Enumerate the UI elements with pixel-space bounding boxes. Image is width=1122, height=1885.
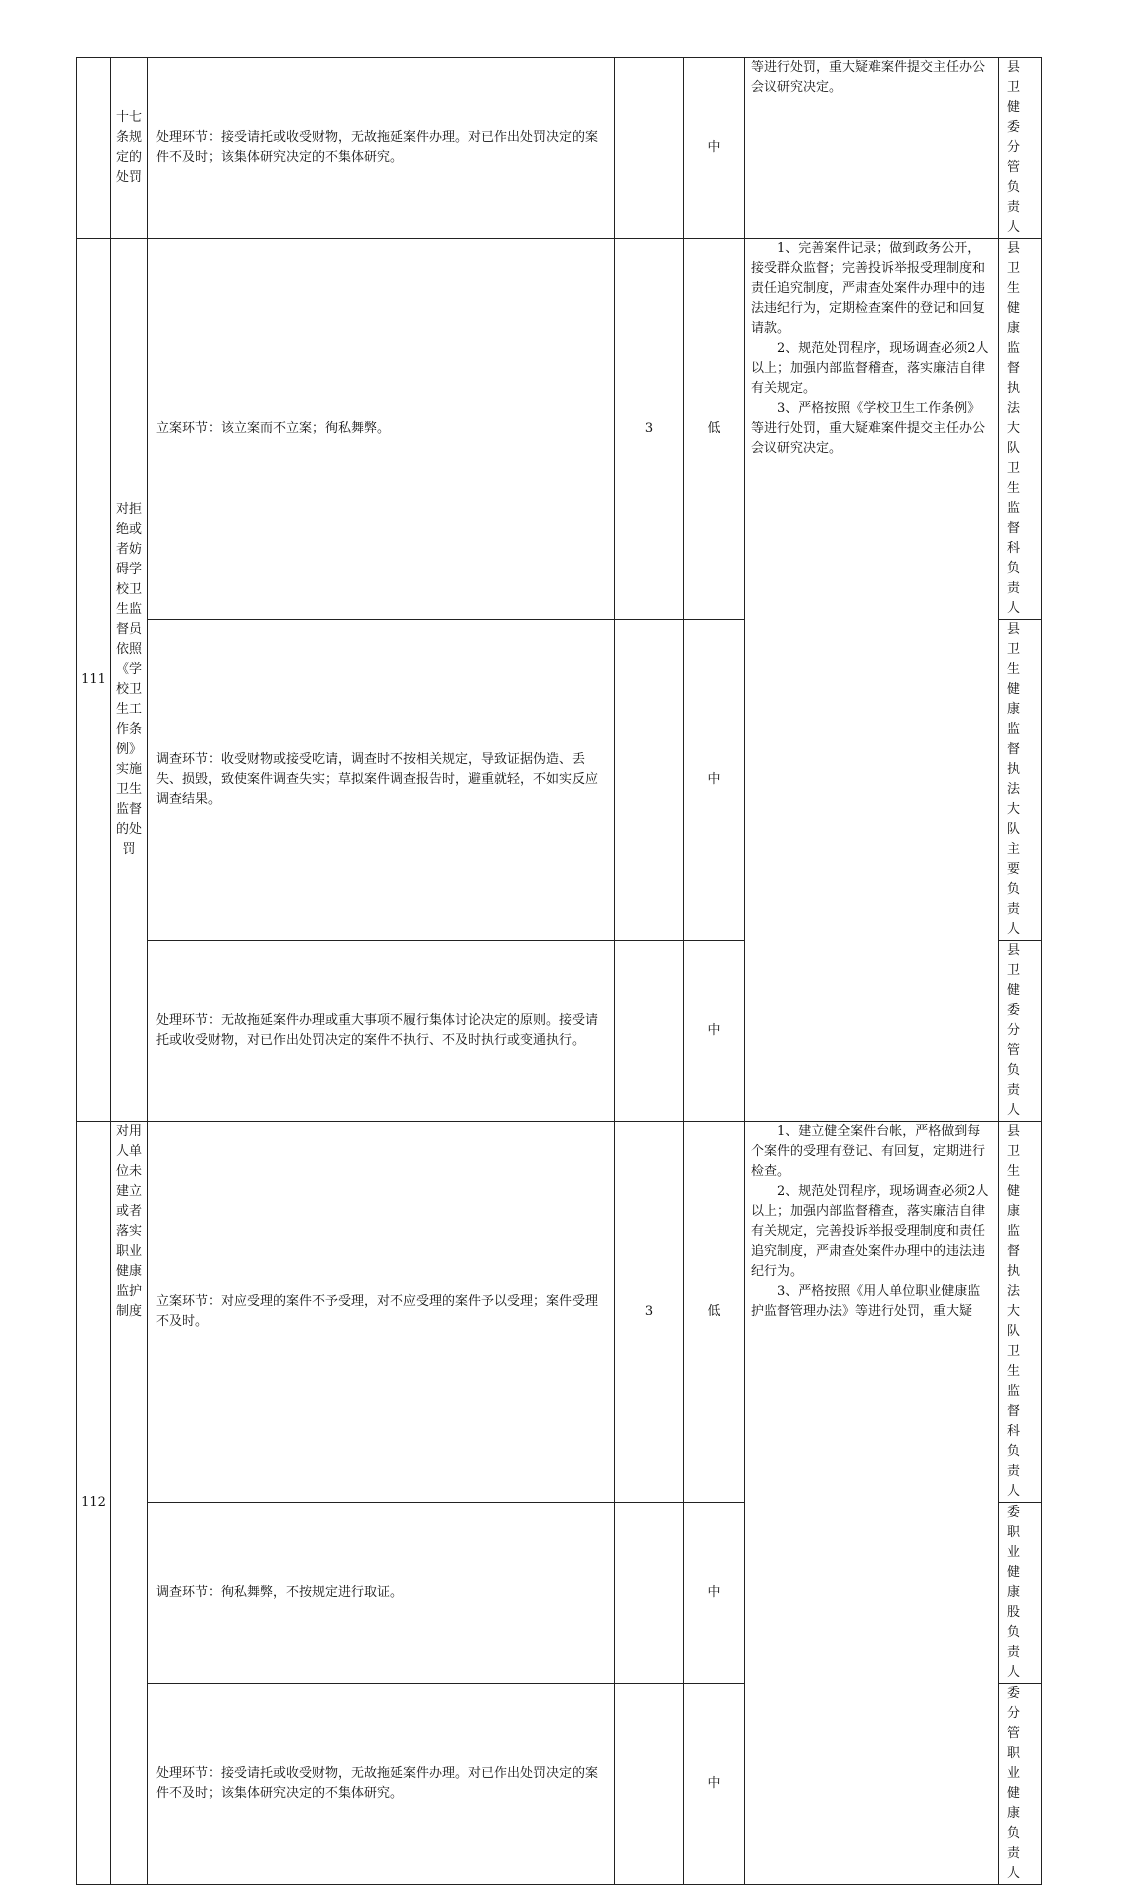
- measure-1: 1、建立健全案件台帐，严格做到每个案件的受理有登记、有回复，定期进行检查。: [751, 1124, 986, 1179]
- responsible-person: 县卫健委分管负责人: [999, 941, 1042, 1122]
- responsible-person: 县卫生健康监督执法大队主要负责人: [999, 620, 1042, 941]
- risk-score: [615, 941, 684, 1122]
- risk-score: 3: [615, 1122, 684, 1503]
- table-row: [77, 239, 1042, 620]
- responsible-person: 委职业健康股负责人: [999, 1503, 1042, 1684]
- risk-description: 调查环节：收受财物或接受吃请，调查时不按相关规定，导致证据伪造、丢失、损毁，致使案件调查失实；草拟案件调查报告时，避重就轻，不如实反应调查结果。: [148, 620, 615, 941]
- risk-description: 调查环节：徇私舞弊，不按规定进行取证。: [148, 1503, 615, 1684]
- risk-description: 处理环节：接受请托或收受财物，无故拖延案件办理。对已作出处罚决定的案件不及时；该集体研究决定的不集体研究。: [148, 1684, 615, 1885]
- table-row: [77, 1122, 1042, 1503]
- prevention-measures: [745, 239, 999, 1122]
- responsible-person: 县卫生健康监督执法大队卫生监督科负责人: [999, 1122, 1042, 1503]
- prevention-measures: [745, 58, 999, 239]
- risk-table: [76, 57, 1042, 1885]
- measure-2: 2、规范处罚程序，现场调查必须2人以上；加强内部监督稽查，落实廉洁自律有关规定，完善投诉举报受理制度和责任追究制度，严肃查处案件办理中的违法违纪行为。: [751, 1184, 989, 1279]
- risk-score: 3: [615, 239, 684, 620]
- risk-level: 低: [684, 1122, 745, 1503]
- risk-level: 中: [684, 941, 745, 1122]
- item-name: 对拒绝或者妨碍学校卫生监督员依照《学校卫生工作条例》实施卫生监督的处罚: [111, 239, 148, 1122]
- risk-score: [615, 1684, 684, 1885]
- item-name: 十七条规定的处罚: [111, 58, 148, 239]
- measure-3: 3、严格按照《学校卫生工作条例》等进行处罚，重大疑难案件提交主任办公会议研究决定。: [751, 401, 986, 456]
- row-number: [77, 58, 111, 239]
- risk-description: 处理环节：接受请托或收受财物，无故拖延案件办理。对已作出处罚决定的案件不及时；该集体研究决定的不集体研究。: [148, 58, 615, 239]
- risk-level: 中: [684, 58, 745, 239]
- measure-text: 等进行处罚，重大疑难案件提交主任办公会议研究决定。: [751, 60, 986, 95]
- measure-1: 1、完善案件记录；做到政务公开，接受群众监督；完善投诉举报受理制度和责任追究制度，严肃查处案件办理中的违法违纪行为，定期检查案件的登记和回复请款。: [751, 241, 986, 336]
- risk-level: 中: [684, 1503, 745, 1684]
- row-number: 111: [77, 239, 111, 1122]
- risk-level: 中: [684, 1684, 745, 1885]
- risk-score: [615, 1503, 684, 1684]
- risk-description: 立案环节：对应受理的案件不予受理，对不应受理的案件予以受理；案件受理不及时。: [148, 1122, 615, 1503]
- risk-level: 低: [684, 239, 745, 620]
- measure-3: 3、严格按照《用人单位职业健康监护监督管理办法》等进行处罚，重大疑: [751, 1284, 981, 1319]
- row-number: 112: [77, 1122, 111, 1885]
- risk-level: 中: [684, 620, 745, 941]
- risk-score: [615, 58, 684, 239]
- prevention-measures: [745, 1122, 999, 1885]
- risk-description: 立案环节：该立案而不立案；徇私舞弊。: [148, 239, 615, 620]
- responsible-person: 县卫生健康监督执法大队卫生监督科负责人: [999, 239, 1042, 620]
- measure-2: 2、规范处罚程序，现场调查必须2人以上；加强内部监督稽查，落实廉洁自律有关规定。: [751, 341, 989, 396]
- responsible-person: 县卫健委分管负责人: [999, 58, 1042, 239]
- responsible-person: 委分管职业健康负责人: [999, 1684, 1042, 1885]
- risk-score: [615, 620, 684, 941]
- item-name: 对用人单位未建立或者落实职业健康监护制度: [111, 1122, 148, 1885]
- risk-description: 处理环节：无故拖延案件办理或重大事项不履行集体讨论决定的原则。接受请托或收受财物，对已作出处罚决定的案件不执行、不及时执行或变通执行。: [148, 941, 615, 1122]
- table-row: [77, 58, 1042, 239]
